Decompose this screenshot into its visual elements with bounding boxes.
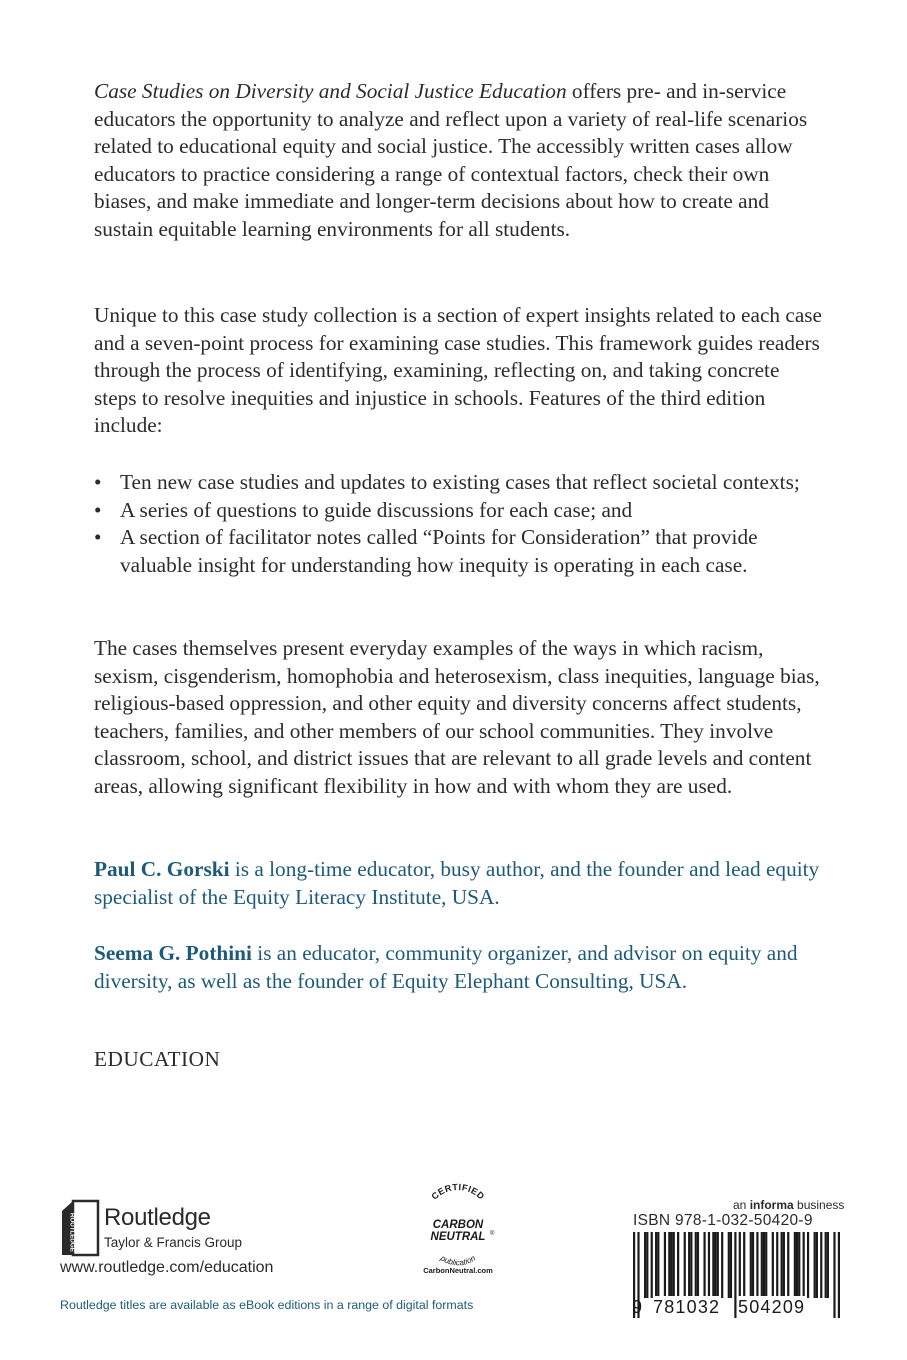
barcode-bar (670, 1232, 672, 1298)
barcode-bar (697, 1232, 699, 1298)
barcode-bar (761, 1232, 763, 1298)
barcode-bar (807, 1232, 809, 1298)
barcode-digits-left: 781032 (653, 1297, 721, 1317)
ebook-note: Routledge titles are available as eBook editions in a range of digital formats (60, 1298, 474, 1312)
barcode-bar (827, 1232, 829, 1298)
bullet-icon: • (94, 497, 102, 522)
list-item-text: Ten new case studies and updates to existing cases that reflect societal contexts; (120, 470, 800, 494)
publisher-name: Routledge (104, 1204, 211, 1231)
carbon-neutral-seal-icon (413, 1183, 503, 1278)
barcode-bar (820, 1232, 822, 1298)
barcode-bar (772, 1232, 774, 1298)
barcode-bar (781, 1232, 783, 1298)
barcode-bar (721, 1232, 723, 1298)
barcode-bar (763, 1232, 765, 1298)
seal-main-text-1: CARBON (432, 1219, 484, 1231)
publisher-group: Taylor & Francis Group (104, 1235, 243, 1250)
author-bio-gorski (94, 856, 822, 911)
barcode-bar (684, 1232, 686, 1298)
barcode-bar (814, 1232, 816, 1298)
barcode-bar (743, 1232, 745, 1298)
barcode-bar (803, 1232, 805, 1298)
barcode-bar (825, 1232, 827, 1298)
seal-bottom-text: publication (438, 1253, 478, 1268)
barcode-bar (668, 1232, 670, 1298)
barcode-bar (708, 1232, 710, 1298)
seal-main-text-2: NEUTRAL (430, 1231, 486, 1243)
seal-registered-mark: ® (490, 1231, 495, 1237)
list-item-text: A section of facilitator notes called “Points for Consideration” that provide valuable insight for understanding how inequity is operating in each case. (120, 525, 758, 577)
barcode-bar (714, 1232, 716, 1298)
barcode-bar (695, 1232, 697, 1298)
barcode-bar (644, 1232, 646, 1298)
barcode-bar (816, 1232, 818, 1298)
informa-brand: informa (749, 1198, 794, 1212)
logo-lettering: ROUTLEDGE (68, 1213, 76, 1252)
barcode-bar (752, 1232, 754, 1298)
seal-top-text: CERTIFIED (429, 1183, 487, 1202)
description-paragraph-1 (94, 78, 822, 244)
author-name: Seema G. Pothini (94, 941, 252, 965)
barcode-bar (657, 1232, 659, 1298)
barcode-bar (765, 1232, 767, 1298)
author-bio-text: is a long-time educator, busy author, and the founder and lead equity specialist of the Equity Literacy Institute, USA. (94, 857, 820, 909)
barcode-bar (730, 1232, 732, 1298)
subject-category: EDUCATION (94, 1047, 221, 1071)
barcode-bar (664, 1232, 666, 1298)
barcode-bar (734, 1232, 736, 1318)
barcode-bar (798, 1232, 800, 1298)
barcode-bar (646, 1232, 648, 1298)
author-name: Paul C. Gorski (94, 857, 230, 881)
barcode-bar (651, 1232, 653, 1298)
barcode-bar (833, 1232, 835, 1318)
bullet-icon: • (94, 470, 102, 494)
barcode-bar (712, 1232, 714, 1298)
author-bio-text: is an educator, community organizer, and advisor on equity and diversity, as well as the founder of Equity Elephant Consulting, USA. (94, 941, 798, 993)
seal-url: CarbonNeutral.com (423, 1266, 493, 1275)
barcode-bar (783, 1232, 785, 1298)
barcode-bar (728, 1232, 730, 1298)
isbn-number: ISBN 978-1-032-50420-9 (633, 1212, 813, 1229)
barcode-bar (677, 1232, 679, 1298)
barcode-bar (673, 1232, 675, 1298)
informa-tagline (733, 1198, 844, 1212)
description-text: offers pre- and in-service educators the opportunity to analyze and reflect upon a variety of real-life scenarios related to educational equity and social justice. The accessibly written cases allow educators to practice considering a range of contextual factors, check their own biases, and make immediate and longer-term decisions about how to create and sustain equitable learning environments for all students. (94, 79, 808, 241)
list-item (94, 497, 822, 525)
barcode-digits-right: 504209 (738, 1297, 806, 1317)
barcode-bar (690, 1232, 692, 1298)
barcode-bar (776, 1232, 778, 1298)
publisher-url[interactable]: www.routledge.com/education (60, 1259, 274, 1276)
barcode-bar (756, 1232, 758, 1298)
barcode-bar (750, 1232, 752, 1298)
list-item (94, 469, 822, 497)
barcode-bar (655, 1232, 657, 1298)
list-item-text: A series of questions to guide discussions for each case; and (120, 497, 633, 522)
book-title: Case Studies on Diversity and Social Justice Education (94, 79, 567, 103)
barcode-bar (787, 1232, 789, 1298)
barcode-bar (688, 1232, 690, 1298)
barcode-digit-prefix: 9 (632, 1297, 644, 1317)
barcode-bar (717, 1232, 719, 1298)
barcode-bar (796, 1232, 798, 1298)
author-bio-pothini (94, 940, 822, 995)
barcode-bar (794, 1232, 796, 1298)
svg-text:CERTIFIED (429, 1183, 486, 1202)
barcode-bar (838, 1232, 840, 1318)
informa-suffix: business (793, 1198, 845, 1212)
features-list (94, 469, 822, 579)
description-paragraph-3: The cases themselves present everyday examples of the ways in which racism, sexism, cisgenderism, homophobia and heterosexism, class inequities, language bias, religious-based oppression, and other equity and diversity concerns affect students, teachers, families, and other members of our school communities. They involve classroom, school, and district issues that are relevant to all grade levels and content areas, allowing significant flexibility in how and with whom they are used. (94, 636, 820, 798)
barcode-bar (703, 1232, 705, 1298)
list-item (94, 524, 822, 579)
informa-prefix: an (733, 1198, 750, 1212)
description-paragraph-2: Unique to this case study collection is a section of expert insights related to each case and a seven-point process for examining case studies. This framework guides readers through the process of identifying, examining, reflecting on, and taking concrete steps to resolve inequities and injustice in schools. Features of the third edition include: (94, 303, 823, 438)
bullet-icon: • (94, 525, 102, 550)
routledge-logo-icon (60, 1199, 100, 1257)
